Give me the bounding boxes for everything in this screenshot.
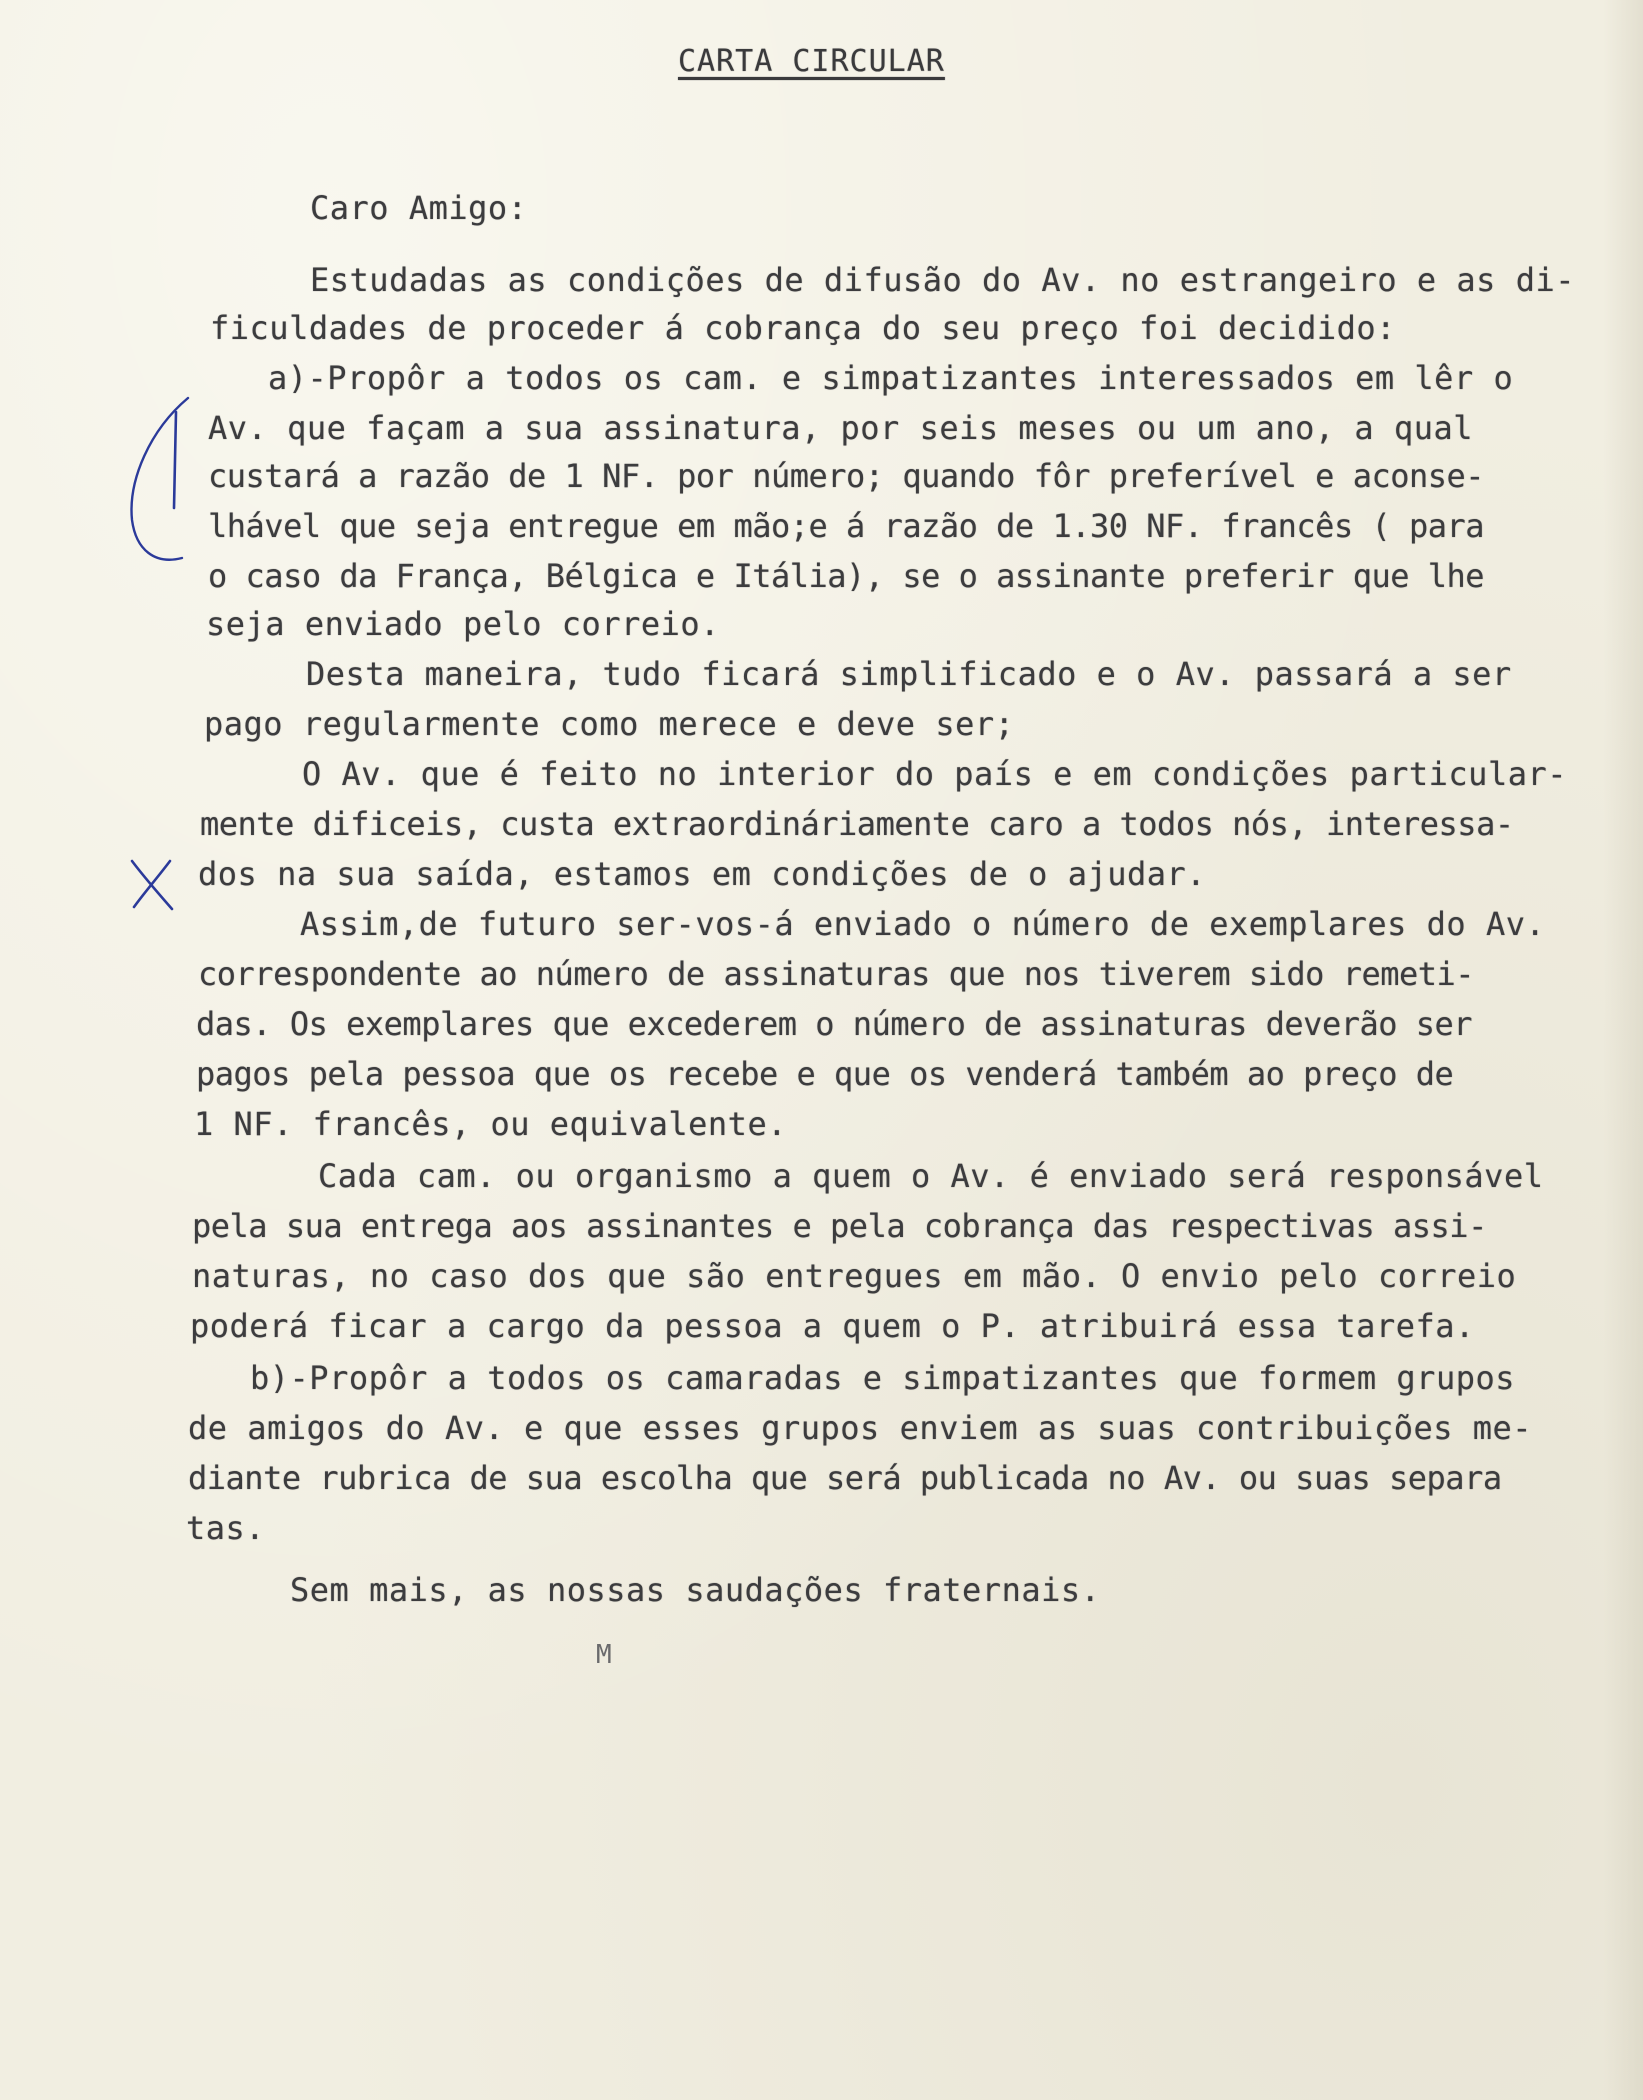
body-line: de amigos do Av. e que esses grupos enviem as suas contribuições me- [188, 1409, 1533, 1447]
body-line: Av. que façam a sua assinatura, por seis meses ou um ano, a qual [208, 409, 1473, 447]
body-line: mente dificeis, custa extraordináriamente caro a todos nós, interessa- [200, 805, 1514, 843]
salutation: Caro Amigo: [310, 189, 528, 227]
closing-line: Sem mais, as nossas saudações fraternais. [290, 1571, 1101, 1609]
body-line: O Av. que é feito no interior do país e em condições particular- [302, 755, 1567, 793]
body-line: diante rubrica de sua escolha que será publicada no Av. ou suas separa [188, 1459, 1502, 1497]
body-line: seja enviado pelo correio. [206, 605, 720, 643]
ink-x-mark-annotation [124, 855, 184, 915]
body-line: ficuldades de proceder á cobrança do seu preço foi decidido: [210, 309, 1396, 347]
body-line: b)-Propôr a todos os camaradas e simpatizantes que formem grupos [250, 1359, 1515, 1397]
body-line: Assim,de futuro ser-vos-á enviado o número de exemplares do Av. [300, 905, 1546, 943]
body-line: pagos pela pessoa que os recebe e que os venderá também ao preço de [196, 1055, 1454, 1093]
body-line: tas. [186, 1509, 266, 1547]
body-line: poderá ficar a cargo da pessoa a quem o P. atribuirá essa tarefa. [190, 1307, 1475, 1345]
body-line: Estudadas as condições de difusão do Av. no estrangeiro e as di- [310, 261, 1575, 299]
body-line: 1 NF. francês, ou equivalente. [194, 1105, 787, 1143]
body-line: das. Os exemplares que excederem o número de assinaturas deverão ser [196, 1005, 1473, 1043]
body-line: pela sua entrega aos assinantes e pela cobrança das respectivas assi- [192, 1207, 1487, 1245]
signature-initial: M [596, 1640, 612, 1670]
body-line: naturas, no caso dos que são entregues em mão. O envio pelo correio [192, 1257, 1517, 1295]
body-line: a)-Propôr a todos os cam. e simpatizantes interessados em lêr o [268, 359, 1514, 397]
body-line: o caso da França, Bélgica e Itália), se o assinante preferir que lhe [208, 557, 1485, 595]
body-line: dos na sua saída, estamos em condições de o ajudar. [198, 855, 1207, 893]
body-line: pago regularmente como merece e deve ser; [204, 705, 1015, 743]
body-line: Desta maneira, tudo ficará simplificado e o Av. passará a ser [306, 655, 1512, 693]
body-line: custará a razão de 1 NF. por número; quando fôr preferível e aconse- [208, 457, 1485, 495]
body-line: correspondente ao número de assinaturas que nos tiverem sido remeti- [198, 955, 1475, 993]
document-title: CARTA CIRCULAR [678, 44, 945, 79]
body-line: Cada cam. ou organismo a quem o Av. é enviado será responsável [318, 1157, 1544, 1195]
body-line: lhável que seja entregue em mão;e á razão de 1.30 NF. francês ( para [208, 507, 1485, 545]
